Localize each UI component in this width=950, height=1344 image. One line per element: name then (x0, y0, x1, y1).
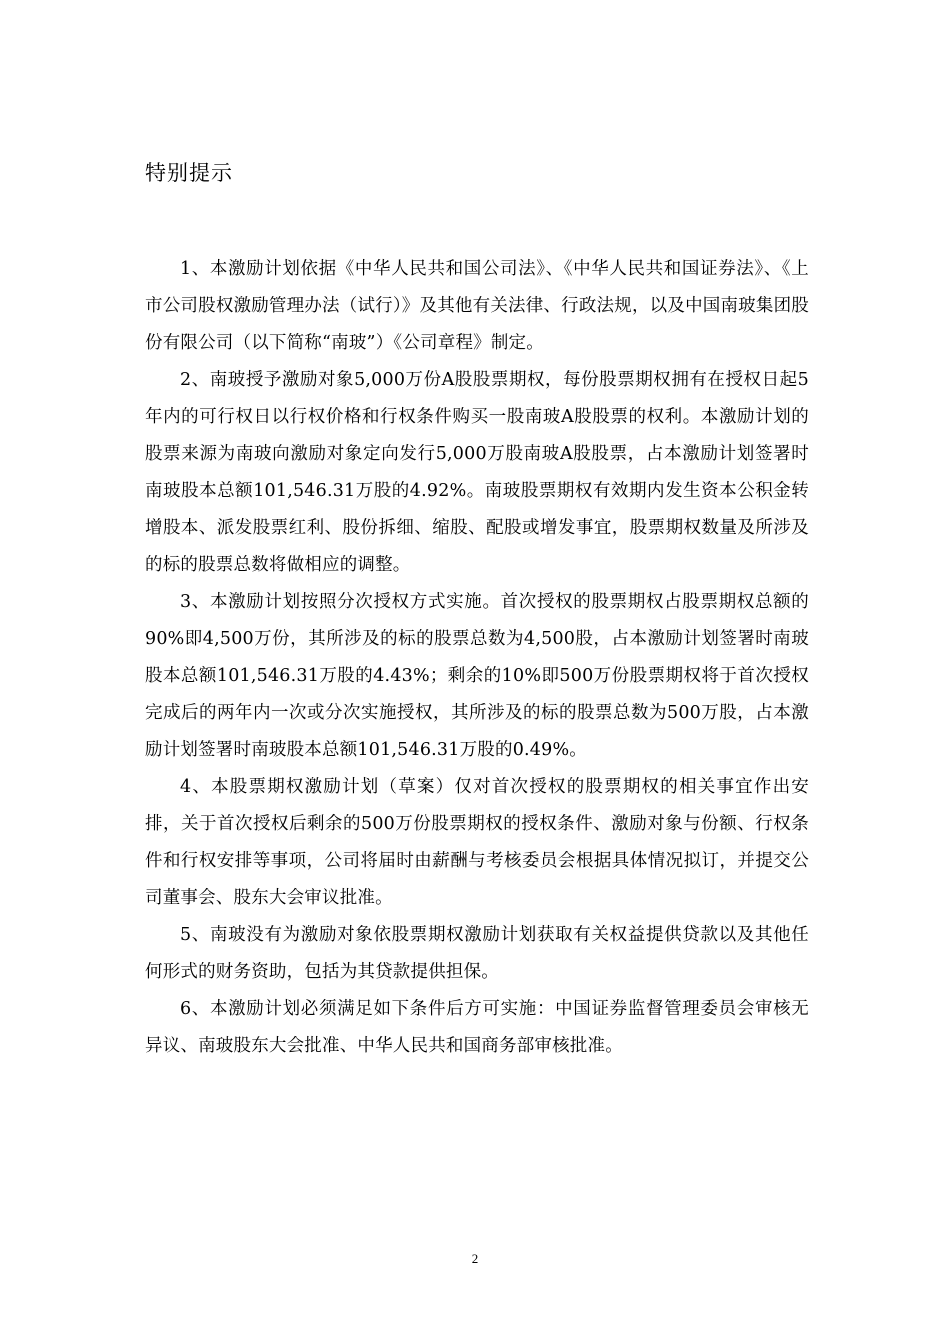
section-heading: 特别提示 (145, 161, 233, 185)
paragraph-2: 2、南玻授予激励对象5,000万份A股股票期权，每份股票期权拥有在授权日起5年内的可行权日以行权价格和行权条件购买一股南玻A股股票的权利。本激励计划的股票来源为南玻向激励对象定向发行5,000万股南玻A股股票，占本激励计划签署时南玻股本总额101,546.31万股的4.92%。南玻股票期权有效期内发生资本公积金转增股本、派发股票红利、股份拆细、缩股、配股或增发事宜，股票期权数量及所涉及的标的股票总数将做相应的调整。 (145, 370, 809, 575)
page-number: 2 (471, 1251, 479, 1266)
paragraph-6: 6、本激励计划必须满足如下条件后方可实施：中国证券监督管理委员会审核无异议、南玻股东大会批准、中华人民共和国商务部审核批准。 (145, 999, 809, 1056)
paragraph-1: 1、本激励计划依据《中华人民共和国公司法》、《中华人民共和国证券法》、《上市公司股权激励管理办法（试行）》及其他有关法律、行政法规，以及中国南玻集团股份有限公司（以下简称“南玻”）《公司章程》制定。 (145, 259, 809, 353)
paragraph-5: 5、南玻没有为激励对象依股票期权激励计划获取有关权益提供贷款以及其他任何形式的财务资助，包括为其贷款提供担保。 (145, 925, 809, 982)
paragraph-3: 3、本激励计划按照分次授权方式实施。首次授权的股票期权占股票期权总额的90%即4,500万份，其所涉及的标的股票总数为4,500股，占本激励计划签署时南玻股本总额101,546.31万股的4.43%；剩余的10%即500万份股票期权将于首次授权完成后的两年内一次或分次实施授权，其所涉及的标的股票总数为500万股，占本激励计划签署时南玻股本总额101,546.31万股的0.49%。 (145, 592, 809, 760)
paragraph-4: 4、本股票期权激励计划（草案）仅对首次授权的股票期权的相关事宜作出安排，关于首次授权后剩余的500万份股票期权的授权条件、激励对象与份额、行权条件和行权安排等事项，公司将届时由薪酬与考核委员会根据具体情况拟订，并提交公司董事会、股东大会审议批准。 (145, 777, 809, 908)
document-body (145, 251, 809, 1065)
